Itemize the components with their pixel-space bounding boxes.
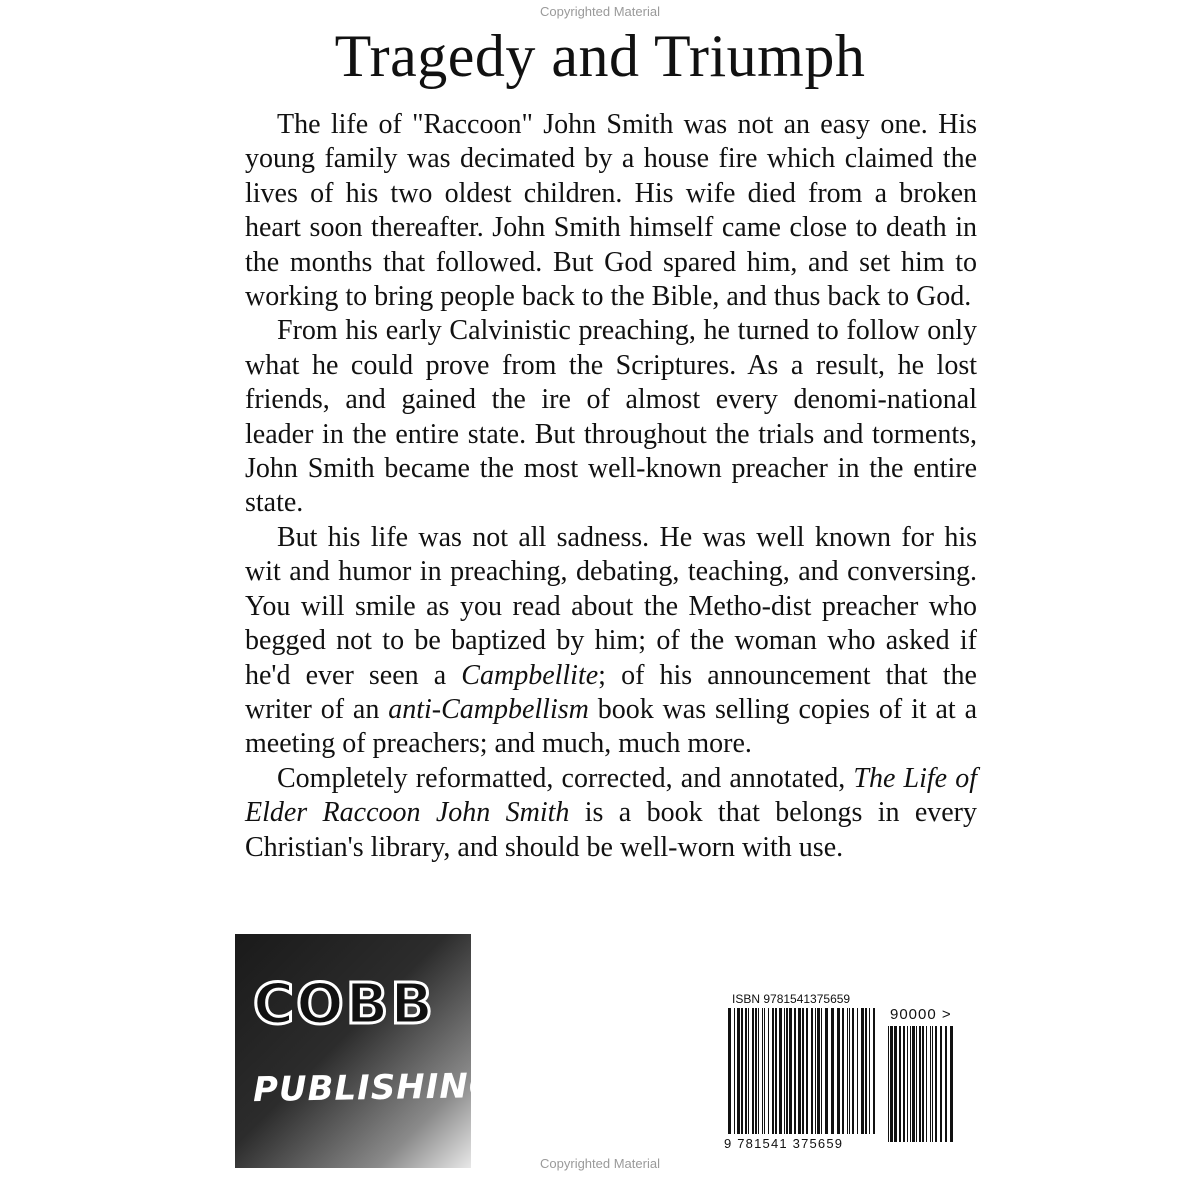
barcode-bar <box>784 1008 785 1134</box>
barcode-bar <box>811 1008 813 1134</box>
barcode-bar <box>815 1008 816 1134</box>
barcode-bar <box>926 1026 927 1142</box>
price-extension-code: 90000 > <box>890 1006 952 1023</box>
barcode-bar <box>857 1008 858 1134</box>
barcode-bar <box>847 1008 848 1134</box>
barcode-bar <box>852 1008 854 1134</box>
barcode-bar <box>935 1026 937 1142</box>
barcode-bar <box>821 1008 822 1134</box>
barcode-bar <box>940 1026 942 1142</box>
barcode-bar <box>737 1008 740 1134</box>
text-span: ; of his announcement that the writer of an <box>245 659 977 725</box>
barcode-bar <box>758 1008 759 1134</box>
barcode-bar <box>825 1008 828 1134</box>
barcode-bar <box>745 1008 747 1134</box>
barcode-bar <box>734 1008 735 1134</box>
barcode-bar <box>849 1008 850 1134</box>
barcode-bar <box>842 1008 844 1134</box>
barcode-bar <box>932 1026 933 1142</box>
barcode-bar <box>916 1026 917 1142</box>
barcode-bar <box>789 1008 792 1134</box>
barcode-bar <box>831 1008 834 1134</box>
barcode-bar <box>837 1008 840 1134</box>
barcode-bar <box>907 1026 908 1142</box>
barcode-bar <box>894 1026 897 1142</box>
barcode-bar <box>869 1008 870 1134</box>
barcode-bar <box>899 1026 901 1142</box>
publisher-logo <box>235 934 499 1168</box>
barcode-bar <box>817 1008 820 1134</box>
barcode-bar <box>786 1008 788 1134</box>
barcode-bar <box>768 1008 769 1134</box>
barcode-bar <box>888 1026 889 1142</box>
logo-word-publishing: PUBLISHING <box>252 1065 499 1111</box>
blurb-paragraph: The life of "Raccoon" John Smith was not an easy one. His young family was decimated by a house fire which claimed the lives of his two oldest children. His wife died from a broken heart soon thereafter. John Smith himself came close to death in the months that followed. But God spared him, and set him to working to bring people back to the Bible, and thus back to God. <box>245 109 977 313</box>
barcode-bar <box>748 1008 749 1134</box>
barcode-digits: 9 781541 375659 <box>724 1136 844 1151</box>
logo-word-cobb: COBB <box>253 972 436 1037</box>
barcode-bar <box>762 1008 763 1134</box>
blurb-paragraph <box>245 521 977 762</box>
blurb-paragraph <box>245 762 977 865</box>
barcode-bar <box>922 1026 924 1142</box>
text-span: book was selling copies of it at a meeting of preachers; and much, much more. <box>245 693 977 760</box>
isbn-barcode <box>722 990 962 1155</box>
barcode-bar <box>752 1008 754 1134</box>
barcode-bar <box>919 1026 921 1142</box>
barcode-bar <box>728 1008 731 1134</box>
barcode-bar <box>903 1026 905 1142</box>
text-span: Completely reformatted, corrected, and annotated, <box>277 762 854 794</box>
barcode-bar <box>806 1008 808 1134</box>
barcode-bar <box>930 1026 931 1142</box>
blurb-paragraph: From his early Calvinistic preaching, he turned to follow only what he could prove from the Scriptures. As a result, he lost friends, and gained the ire of almost every denomi-national leader in the entire state. But throughout the trials and torments, John Smith became the most well-known preacher in the entire state. <box>245 315 977 519</box>
barcode-bar <box>755 1008 757 1134</box>
isbn-label: ISBN 9781541375659 <box>732 992 851 1006</box>
barcode-bar <box>865 1008 867 1134</box>
watermark-bottom: Copyrighted Material <box>540 1156 660 1171</box>
barcode-bar <box>890 1026 893 1142</box>
book-title-italic: The Life of Elder Raccoon John Smith <box>245 762 977 829</box>
barcode-bar <box>873 1008 875 1134</box>
text-span: But his life was not all sadness. He was well known for his wit and humor in preaching, debating, teaching, and conversing. You will smile as you read about the Metho-dist preacher who begged not to be baptized by him; of the woman who asked if he'd ever seen a <box>245 521 977 691</box>
barcode-bar <box>764 1008 765 1134</box>
barcode-bar <box>798 1008 801 1134</box>
barcode-bar <box>775 1008 777 1134</box>
barcode-bar <box>910 1026 911 1142</box>
italic-term: anti-Campbellism <box>388 693 589 725</box>
barcode-bar <box>772 1008 774 1134</box>
barcode-bar <box>794 1008 796 1134</box>
barcode-bar <box>741 1008 743 1134</box>
barcode-bar <box>945 1026 947 1142</box>
watermark-top: Copyrighted Material <box>540 4 660 19</box>
barcode-bar <box>912 1026 915 1142</box>
barcode-bar <box>779 1008 782 1134</box>
barcode-bar <box>802 1008 804 1134</box>
back-cover-blurb <box>245 108 977 865</box>
barcode-bar <box>861 1008 864 1134</box>
barcode-bars-icon <box>722 990 962 1155</box>
barcode-bar <box>950 1026 953 1142</box>
text-span: is a book that belongs in every Christian's library, and should be well-worn with use. <box>245 797 978 863</box>
italic-term: Campbellite <box>461 659 599 691</box>
page-title: Tragedy and Triumph <box>334 23 866 89</box>
